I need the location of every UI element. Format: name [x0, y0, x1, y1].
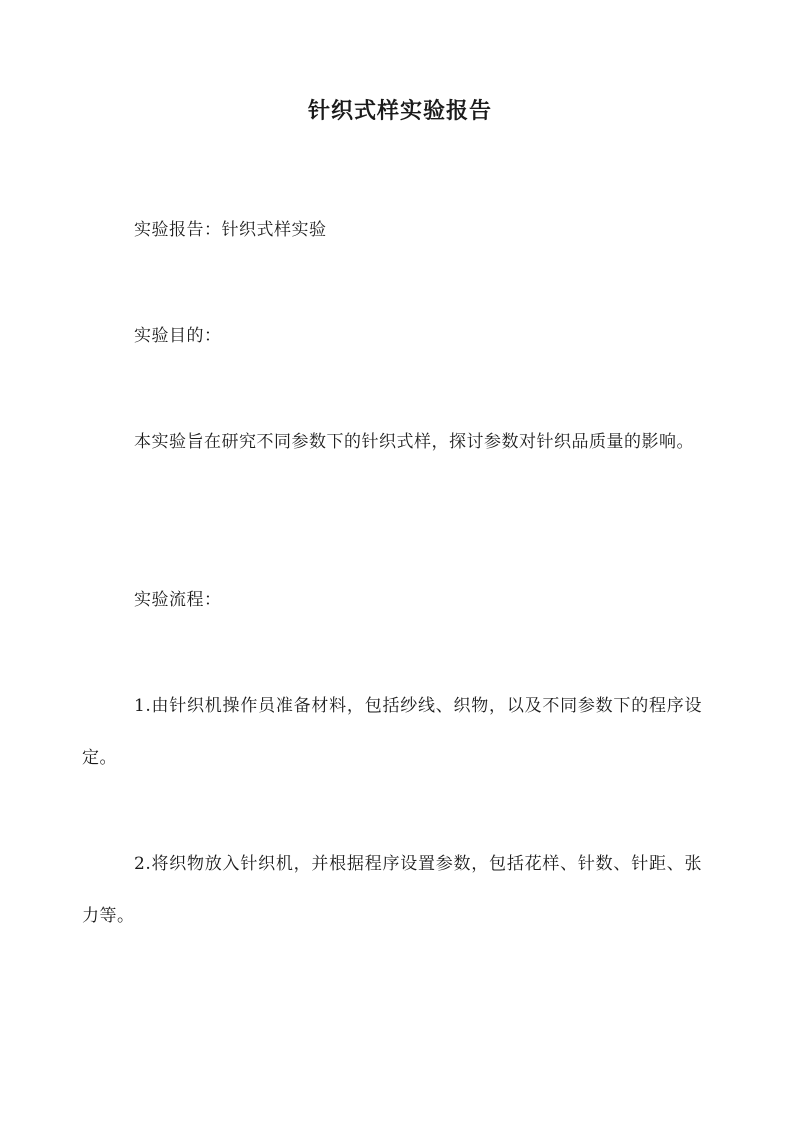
paragraph-purpose-body: 本实验旨在研究不同参数下的针织式样，探讨参数对针织品质量的影响。 [134, 432, 694, 452]
paragraph-process-step-1: 1.由针织机操作员准备材料，包括纱线、织物，以及不同参数下的程序设定。 [82, 696, 702, 768]
paragraph-report-heading: 实验报告：针织式样实验 [134, 220, 327, 240]
paragraph-purpose-heading: 实验目的： [134, 326, 222, 346]
paragraph-process-step-2: 2.将织物放入针织机，并根据程序设置参数，包括花样、针数、针距、张力等。 [82, 854, 702, 926]
paragraph-process-heading: 实验流程： [134, 590, 222, 610]
document-title: 针织式样实验报告 [307, 98, 492, 124]
